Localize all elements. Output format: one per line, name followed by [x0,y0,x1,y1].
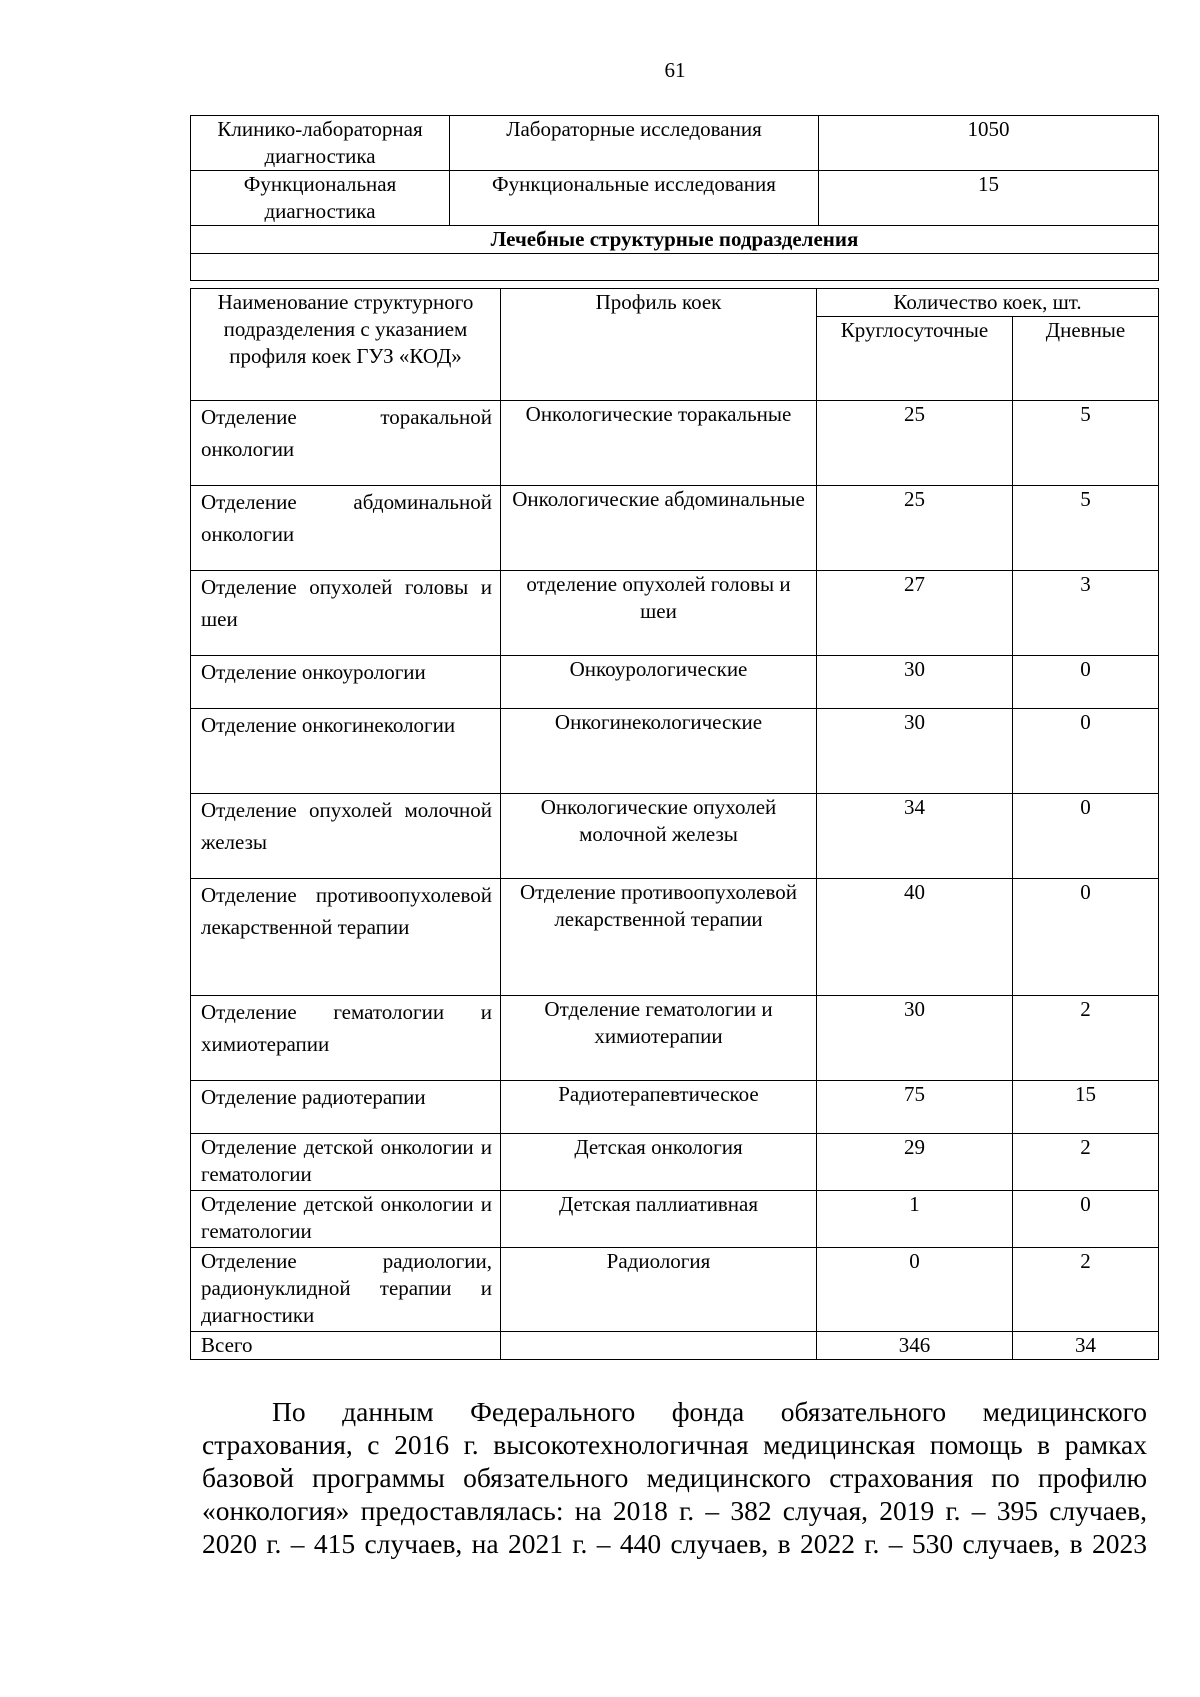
day-beds: 0 [1013,794,1159,879]
bed-profile: Детская паллиативная [501,1191,817,1248]
round-beds: 25 [817,401,1013,486]
blank-row [191,254,1159,281]
total-row [191,1332,1159,1360]
department-name: Отделение гематологии и химиотерапии [191,996,501,1081]
department-name: Отделение опухолей головы и шеи [191,571,501,656]
table-row [191,571,1159,656]
bed-profile: Отделение противоопухолевой лекарственной терапии [501,879,817,996]
department-name: Отделение радиотерапии [191,1081,501,1134]
body-paragraph: По данным Федерального фонда обязательного медицинского страхования, с 2016 г. высокотехнологичная медицинская помощь в рамках базовой программы обязательного медицинского страхования по профилю «онкология» предоставлялась: на 2018 г. – 382 случая, 2019 г. – 395 случаев, 2020 г. – 415 случаев, на 2021 г. – 440 случаев, в 2022 г. – 530 случаев, в 2023 [202,1396,1147,1559]
header-row [191,289,1159,317]
round-beds: 75 [817,1081,1013,1134]
service-cell: Лабораторные исследования [450,116,819,171]
diagnostic-services-table [190,115,1159,281]
day-beds: 0 [1013,656,1159,709]
unit-cell: Клинико-лабораторная диагностика [191,116,450,171]
round-beds: 40 [817,879,1013,996]
day-beds: 0 [1013,1191,1159,1248]
round-beds: 29 [817,1134,1013,1191]
bed-profile: Онкологические торакальные [501,401,817,486]
day-beds: 5 [1013,401,1159,486]
bed-profile: Онкогинекологические [501,709,817,794]
day-beds: 5 [1013,486,1159,571]
table-row [191,656,1159,709]
service-cell: Функциональные исследования [450,171,819,226]
value-cell: 15 [819,171,1159,226]
table-row [191,794,1159,879]
department-name: Отделение противоопухолевой лекарственной терапии [191,879,501,996]
bed-profile: Радиотерапевтическое [501,1081,817,1134]
table-row [191,996,1159,1081]
department-name: Отделение опухолей молочной железы [191,794,501,879]
day-beds: 0 [1013,879,1159,996]
unit-cell: Функциональная диагностика [191,171,450,226]
round-beds: 1 [817,1191,1013,1248]
department-name: Отделение детской онкологии и гематологии [191,1134,501,1191]
header-profile: Профиль коек [501,289,817,401]
round-beds: 0 [817,1248,1013,1332]
day-beds: 2 [1013,1248,1159,1332]
round-beds: 27 [817,571,1013,656]
header-day: Дневные [1013,317,1159,401]
table-row [191,879,1159,996]
header-name: Наименование структурного подразделения с указанием профиля коек ГУЗ «КОД» [191,289,501,401]
bed-capacity-table [190,288,1159,1360]
header-round: Круглосуточные [817,317,1013,401]
day-beds: 2 [1013,1134,1159,1191]
department-name: Отделение онкоурологии [191,656,501,709]
day-beds: 15 [1013,1081,1159,1134]
table-row [191,1134,1159,1191]
department-name: Отделение онкогинекологии [191,709,501,794]
table-row [191,1191,1159,1248]
department-name: Отделение абдоминальной онкологии [191,486,501,571]
page-number: 61 [664,58,686,82]
bed-profile: Онкологические абдоминальные [501,486,817,571]
table-row [191,171,1159,226]
bed-profile: Радиология [501,1248,817,1332]
table-row [191,116,1159,171]
total-label: Всего [191,1332,501,1360]
day-beds: 2 [1013,996,1159,1081]
blank-cell [191,254,1159,281]
total-day-beds: 34 [1013,1332,1159,1360]
round-beds: 34 [817,794,1013,879]
bed-profile: отделение опухолей головы и шеи [501,571,817,656]
round-beds: 30 [817,996,1013,1081]
section-title-row [191,226,1159,254]
round-beds: 30 [817,709,1013,794]
table-row [191,401,1159,486]
day-beds: 0 [1013,709,1159,794]
table-row [191,1081,1159,1134]
header-beds: Количество коек, шт. [817,289,1159,317]
department-name: Отделение торакальной онкологии [191,401,501,486]
section-title: Лечебные структурные подразделения [191,226,1159,254]
bed-profile: Онкологические опухолей молочной железы [501,794,817,879]
day-beds: 3 [1013,571,1159,656]
bed-profile: Онкоурологические [501,656,817,709]
table-row [191,486,1159,571]
round-beds: 30 [817,656,1013,709]
department-name: Отделение детской онкологии и гематологии [191,1191,501,1248]
value-cell: 1050 [819,116,1159,171]
table-row [191,1248,1159,1332]
bed-profile: Детская онкология [501,1134,817,1191]
department-name: Отделение радиологии, радионуклидной терапии и диагностики [191,1248,501,1332]
round-beds: 25 [817,486,1013,571]
bed-profile: Отделение гематологии и химиотерапии [501,996,817,1081]
table-row [191,709,1159,794]
total-round-beds: 346 [817,1332,1013,1360]
total-profile [501,1332,817,1360]
